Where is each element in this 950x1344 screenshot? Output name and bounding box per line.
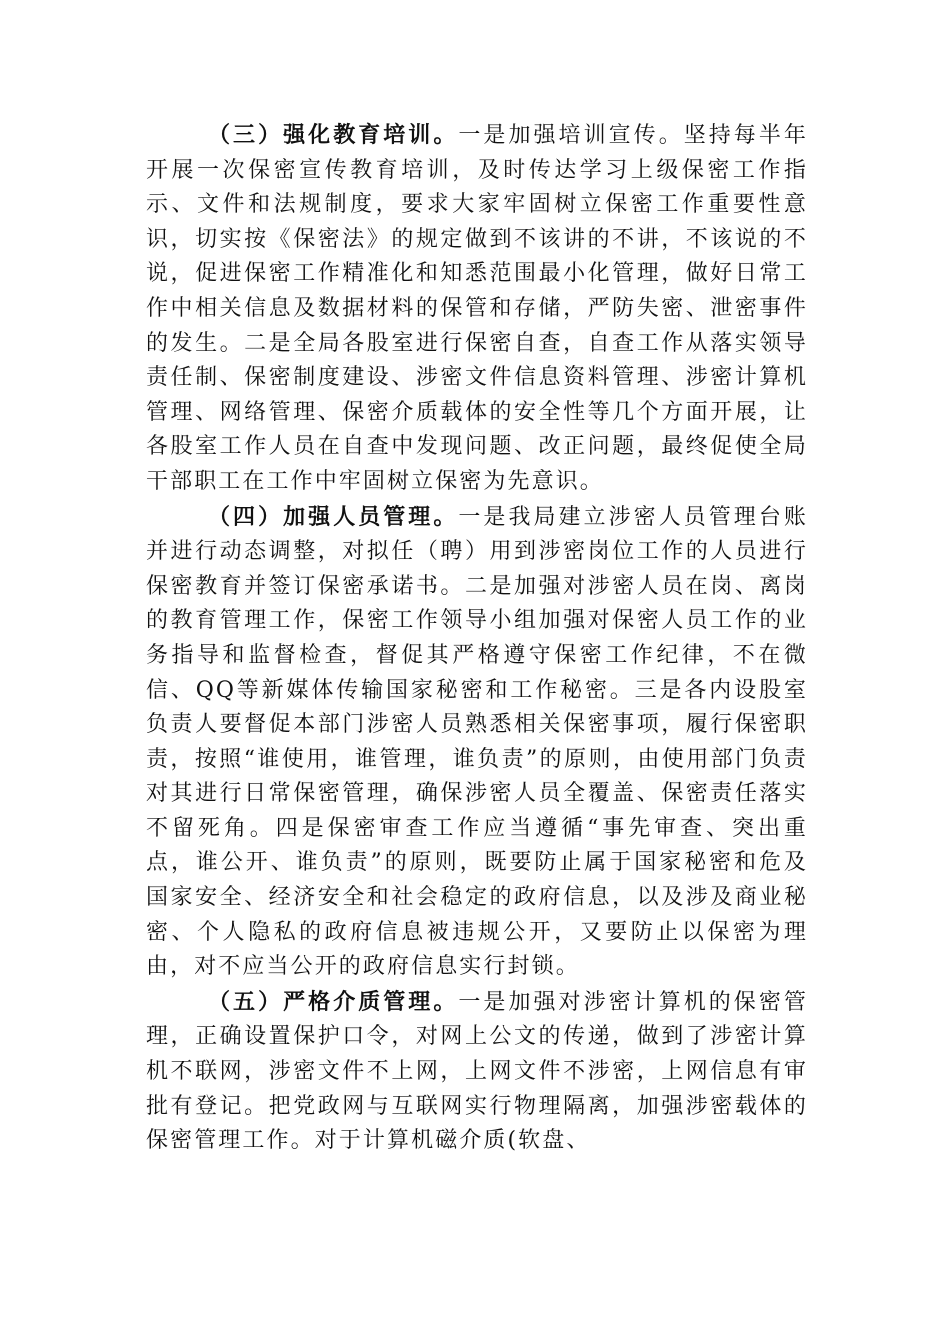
- paragraph-section-3: [146, 118, 808, 500]
- document-page: [146, 118, 808, 1159]
- section-body-5: 一是加强对涉密计算机的保密管理，正确设置保护口令，对网上公文的传递，做到了涉密计算机不联网，涉密文件不上网，上网文件不涉密，上网信息有审批有登记。把党政网与互联网实行物理隔离，加强涉密载体的保密管理工作。对于计算机磁介质(软盘、: [146, 989, 808, 1154]
- section-heading-4: （四）加强人员管理。: [208, 503, 459, 530]
- paragraph-section-5: [146, 985, 808, 1159]
- section-heading-3: （三）强化教育培训。: [208, 122, 459, 148]
- section-body-4: 一是我局建立涉密人员管理台账并进行动态调整，对拟任（聘）用到涉密岗位工作的人员进行保密教育并签订保密承诺书。二是加强对涉密人员在岗、离岗的教育管理工作，保密工作领导小组加强对保密人员工作的业务指导和监督检查，督促其严格遵守保密工作纪律，不在微信、QQ等新媒体传输国家秘密和工作秘密。三是各内设股室负责人要督促本部门涉密人员熟悉相关保密事项，履行保密职责，按照“谁使用，谁管理，谁负责”的原则，由使用部门负责对其进行日常保密管理，确保涉密人员全覆盖、保密责任落实不留死角。四是保密审查工作应当遵循“事先审查、突出重点，谁公开、谁负责”的原则，既要防止属于国家秘密和危及国家安全、经济安全和社会稳定的政府信息，以及涉及商业秘密、个人隐私的政府信息被违规公开，又要防止以保密为理由，对不应当公开的政府信息实行封锁。: [146, 504, 808, 980]
- section-heading-5: （五）严格介质管理。: [208, 988, 459, 1015]
- section-body-3: 一是加强培训宣传。坚持每半年开展一次保密宣传教育培训，及时传达学习上级保密工作指示、文件和法规制度，要求大家牢固树立保密工作重要性意识，切实按《保密法》的规定做到不该讲的不讲，不该说的不说，促进保密工作精准化和知悉范围最小化管理，做好日常工作中相关信息及数据材料的保管和存储，严防失密、泄密事件的发生。二是全局各股室进行保密自查，自查工作从落实领导责任制、保密制度建设、涉密文件信息资料管理、涉密计算机管理、网络管理、保密介质载体的安全性等几个方面开展，让各股室工作人员在自查中发现问题、改正问题，最终促使全局干部职工在工作中牢固树立保密为先意识。: [146, 123, 808, 494]
- paragraph-section-4: [146, 500, 808, 985]
